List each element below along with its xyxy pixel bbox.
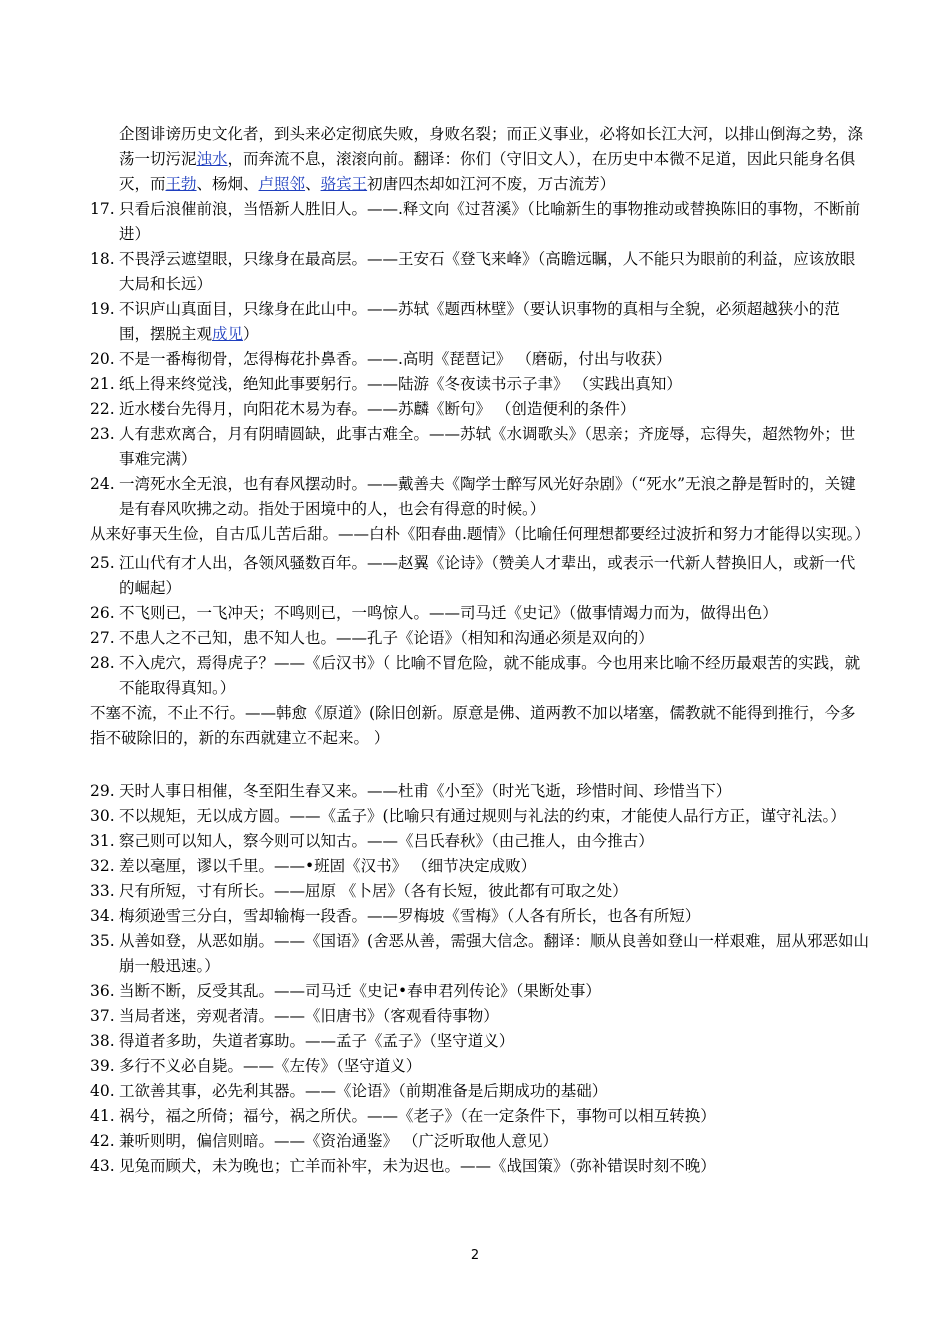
quote-entry-38 [90,1029,870,1054]
quote-entry-42 [90,1129,870,1154]
entry-text: 当局者迷，旁观者清。——《旧唐书》（客观看待事物） [119,1007,499,1025]
entry-text: 祸兮，福之所倚；福兮，祸之所伏。——《老子》（在一定条件下，事物可以相互转换） [119,1107,716,1125]
entry-number: 42. [90,1132,115,1150]
entry-text: 、 [305,175,321,193]
quote-entry-30 [90,804,870,829]
quote-entry-36 [90,979,870,1004]
entry-text: 当断不断，反受其乱。——司马迁《史记•春申君列传论》（果断处事） [119,982,601,1000]
entry-text: 不识庐山真面目，只缘身在此山中。——苏轼《题西林壁》（要认识事物的真相与全貌，必须超越狭小的范围，摆脱主观 [119,300,840,343]
quote-entry-26 [90,601,870,626]
quote-entry-34 [90,904,870,929]
quote-entry-40 [90,1079,870,1104]
document-body [90,122,870,1179]
entry-number: 32. [90,857,115,875]
quote-entry-43 [90,1154,870,1179]
entry-number: 33. [90,882,115,900]
page-number: 2 [470,1248,480,1263]
entry-text: 梅须逊雪三分白，雪却输梅一段香。——罗梅坡《雪梅》（人各有所长，也各有所短） [119,907,701,925]
quote-entry-20 [90,347,870,372]
quote-entry-23 [90,422,870,472]
quote-entry-18 [90,247,870,297]
entry-number: 19. [90,300,115,318]
entry-text: 初唐四杰却如江河不废，万古流芳） [367,175,616,193]
entry-text: 从善如登，从恶如崩。——《国语》(舍恶从善，需强大信念。翻译：顺从良善如登山一样艰难，屈从邪恶如山崩一般迅速。） [119,932,870,975]
entry-number: 37. [90,1007,115,1025]
entry-text: 得道者多助，失道者寡助。——孟子《孟子》（坚守道义） [119,1032,515,1050]
quote-unnumbered-1 [90,522,870,547]
entry-number: 28. [90,654,115,672]
entry-text: 不飞则已，一飞冲天；不鸣则已，一鸣惊人。——司马迁《史记》（做事情竭力而为，做得出色） [119,604,778,622]
entry-text: 、杨炯、 [196,175,259,193]
entry-number: 24. [90,475,115,493]
entry-text: 不患人之不己知，患不知人也。——孔子《论语》（相知和沟通必须是双向的） [119,629,654,647]
entry-text: 只看后浪催前浪，当悟新人胜旧人。——.释文向《过苕溪》（比喻新生的事物推动或替换陈旧的事物，不断前进） [119,200,861,243]
entry-number: 38. [90,1032,115,1050]
entry-text: 一湾死水全无浪，也有春风摆动时。——戴善夫《陶学士醉写风光好杂剧》（“死水”无浪之静是暂时的，关键是有春风吹拂之动。指处于困境中的人，也会有得意的时候。） [119,475,856,518]
entry-number: 25. [90,554,115,572]
quote-entry-37 [90,1004,870,1029]
entry-text: 兼听则明，偏信则暗。——《资治通鉴》 （广泛听取他人意见） [119,1132,558,1150]
quote-entry-22 [90,397,870,422]
entry-number: 26. [90,604,115,622]
entry-text: ） [243,325,259,343]
entry-number: 36. [90,982,115,1000]
entry-text: 察己则可以知人，察今则可以知古。——《吕氏春秋》（由己推人，由今推古） [119,832,654,850]
entry-number: 17. [90,200,115,218]
quote-entry-41 [90,1104,870,1129]
entry-text: 不畏浮云遮望眼，只缘身在最高层。——王安石《登飞来峰》（高瞻远瞩，人不能只为眼前的利益，应该放眼大局和长远） [119,250,856,293]
quote-entry-39 [90,1054,870,1079]
entry-number: 34. [90,907,115,925]
entry-text: 近水楼台先得月，向阳花木易为春。——苏麟《断句》 （创造便利的条件） [119,400,636,418]
entry-number: 20. [90,350,115,368]
entry-number: 39. [90,1057,115,1075]
entry-number: 31. [90,832,115,850]
entry-number: 43. [90,1157,115,1175]
continued-entry-16 [90,122,870,197]
quote-entry-17 [90,197,870,247]
quote-entry-27 [90,626,870,651]
entry-number: 41. [90,1107,115,1125]
entry-text: 江山代有才人出，各领风骚数百年。——赵翼《论诗》（赞美人才辈出，或表示一代新人替换旧人，或新一代的崛起） [119,554,856,597]
hyperlink-wangbo[interactable]: 王勃 [165,175,197,193]
entry-text: 天时人事日相催，冬至阳生春又来。——杜甫《小至》（时光飞逝，珍惜时间、珍惜当下） [119,782,732,800]
entry-text: 多行不义必自毙。——《左传》（坚守道义） [119,1057,422,1075]
quote-entry-32 [90,854,870,879]
entry-number: 21. [90,375,115,393]
entry-text: 企图诽谤历史文化者，到头来必定彻底失败，身败名裂；而正义事业，必将如长江大河，以排山倒海之势，涤荡一切污泥 [119,125,864,168]
entry-text: 人有悲欢离合，月有阴晴圆缺，此事古难全。——苏轼《水调歌头》（思亲；齐庞辱，忘得失，超然物外；世事难完满） [119,425,856,468]
entry-text: 不塞不流，不止不行。——韩愈《原道》(除旧创新。原意是佛、道两教不加以堵塞，儒教就不能得到推行，今多指不破除旧的，新的东西就建立不起来。 ） [90,704,856,747]
entry-number: 22. [90,400,115,418]
entry-text: ，而奔流不息，滚滚向前。翻译：你们（守旧文人），在历史中本微不足道，因此只能身名俱灭，而 [119,150,856,193]
entry-text: 差以毫厘，谬以千里。——•班固《汉书》 （细节决定成败） [119,857,537,875]
entry-text: 不入虎穴，焉得虎子？——《后汉书》（ 比喻不冒危险，就不能成事。今也用来比喻不经历最艰苦的实践，就不能取得真知。） [119,654,861,697]
quote-entry-21 [90,372,870,397]
entry-text: 不以规矩，无以成方圆。——《孟子》(比喻只有通过规则与礼法的约束，才能使人品行方正，谨守礼法。） [119,807,846,825]
entry-text: 纸上得来终觉浅，绝知此事要躬行。——陆游《冬夜读书示子聿》 （实践出真知） [119,375,682,393]
quote-entry-33 [90,879,870,904]
hyperlink-zhuoshui[interactable]: 浊水 [196,150,228,168]
entry-number: 30. [90,807,115,825]
quote-unnumbered-2 [90,701,870,751]
hyperlink-chengjian[interactable]: 成见 [212,325,244,343]
quote-entry-19 [90,297,870,347]
entry-text: 从来好事天生俭，自古瓜儿苦后甜。——白朴《阳春曲.题情》（比喻任何理想都要经过波折和努力才能得以实现。） [90,525,870,543]
quote-entry-25 [90,551,870,601]
hyperlink-luobinwang[interactable]: 骆宾王 [320,175,368,193]
entry-number: 29. [90,782,115,800]
quote-entry-24 [90,472,870,522]
entry-number: 35. [90,932,115,950]
entry-text: 见兔而顾犬，未为晚也；亡羊而补牢，未为迟也。——《战国策》（弥补错误时刻不晚） [119,1157,716,1175]
entry-number: 23. [90,425,115,443]
entry-number: 18. [90,250,115,268]
quote-entry-31 [90,829,870,854]
entry-text: 尺有所短，寸有所长。——屈原 《卜居》（各有长短，彼此都有可取之处） [119,882,628,900]
entry-number: 27. [90,629,115,647]
entry-text: 不是一番梅彻骨，怎得梅花扑鼻香。——.高明《琵琶记》 （磨砺，付出与收获） [119,350,672,368]
hyperlink-luzhaolin[interactable]: 卢照邻 [258,175,306,193]
quote-entry-29 [90,779,870,804]
quote-entry-35 [90,929,870,979]
entry-text: 工欲善其事，必先利其器。——《论语》（前期准备是后期成功的基础） [119,1082,608,1100]
quote-entry-28 [90,651,870,701]
entry-number: 40. [90,1082,115,1100]
